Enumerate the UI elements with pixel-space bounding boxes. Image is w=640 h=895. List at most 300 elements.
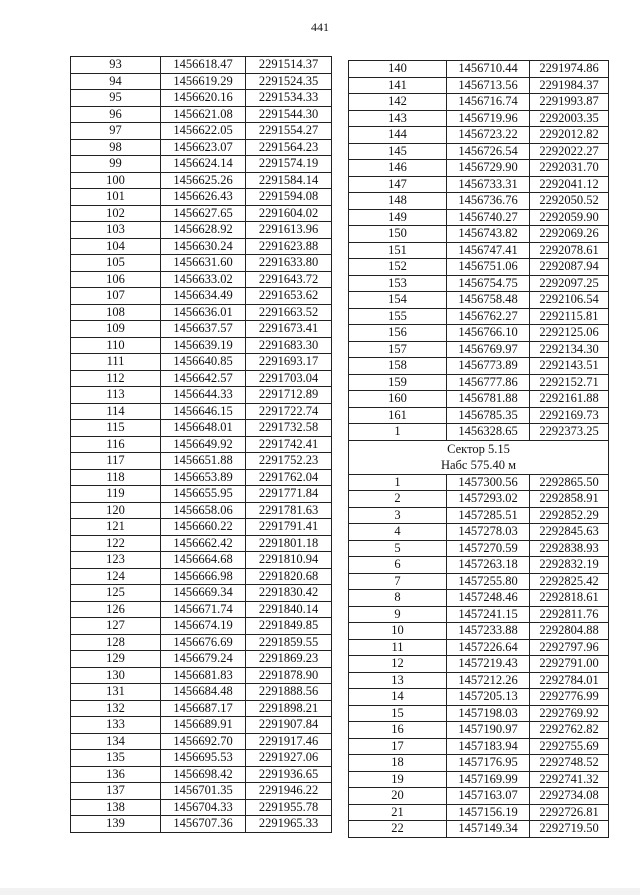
section-header-cell [349, 440, 609, 474]
table-row [71, 123, 332, 140]
y-coordinate-cell: 2292791.00 [530, 656, 609, 673]
point-number-cell: 128 [71, 634, 161, 651]
y-coordinate-cell: 2291907.84 [246, 717, 332, 734]
y-coordinate-cell: 2291544.30 [246, 106, 332, 123]
table-row [71, 568, 332, 585]
y-coordinate-cell: 2291859.55 [246, 634, 332, 651]
y-coordinate-cell: 2291752.23 [246, 453, 332, 470]
point-number-cell: 95 [71, 90, 161, 107]
table-row [71, 601, 332, 618]
x-coordinate-cell: 1456707.36 [161, 816, 246, 833]
table-row [349, 491, 609, 508]
y-coordinate-cell: 2292838.93 [530, 540, 609, 557]
table-row [349, 524, 609, 541]
x-coordinate-cell: 1456671.74 [161, 601, 246, 618]
table-row [349, 639, 609, 656]
y-coordinate-cell: 2291946.22 [246, 783, 332, 800]
x-coordinate-cell: 1456634.49 [161, 288, 246, 305]
table-row [71, 172, 332, 189]
point-number-cell: 158 [349, 358, 447, 375]
y-coordinate-cell: 2292755.69 [530, 738, 609, 755]
y-coordinate-cell: 2291742.41 [246, 436, 332, 453]
table-row [349, 275, 609, 292]
x-coordinate-cell: 1456328.65 [447, 424, 530, 441]
point-number-cell: 6 [349, 557, 447, 574]
x-coordinate-cell: 1456785.35 [447, 407, 530, 424]
point-number-cell: 144 [349, 127, 447, 144]
x-coordinate-cell: 1457300.56 [447, 474, 530, 491]
table-row [71, 469, 332, 486]
y-coordinate-cell: 2292003.35 [530, 110, 609, 127]
point-number-cell: 101 [71, 189, 161, 206]
x-coordinate-cell: 1457190.97 [447, 722, 530, 739]
table-row [349, 127, 609, 144]
y-coordinate-cell: 2291927.06 [246, 750, 332, 767]
x-coordinate-cell: 1456640.85 [161, 354, 246, 371]
y-coordinate-cell: 2292719.50 [530, 821, 609, 838]
y-coordinate-cell: 2291878.90 [246, 667, 332, 684]
table-row [71, 403, 332, 420]
point-number-cell: 138 [71, 799, 161, 816]
point-number-cell: 104 [71, 238, 161, 255]
point-number-cell: 139 [71, 816, 161, 833]
point-number-cell: 16 [349, 722, 447, 739]
point-number-cell: 113 [71, 387, 161, 404]
y-coordinate-cell: 2292041.12 [530, 176, 609, 193]
x-coordinate-cell: 1457255.80 [447, 573, 530, 590]
x-coordinate-cell: 1456736.76 [447, 193, 530, 210]
point-number-cell: 5 [349, 540, 447, 557]
y-coordinate-cell: 2292804.88 [530, 623, 609, 640]
table-row [71, 387, 332, 404]
point-number-cell: 122 [71, 535, 161, 552]
point-number-cell: 20 [349, 788, 447, 805]
x-coordinate-cell: 1456704.33 [161, 799, 246, 816]
point-number-cell: 112 [71, 370, 161, 387]
coordinates-table-left [70, 56, 332, 833]
section-title: Сектор 5.15 [447, 441, 510, 456]
x-coordinate-cell: 1456689.91 [161, 717, 246, 734]
y-coordinate-cell: 2291840.14 [246, 601, 332, 618]
table-row [349, 606, 609, 623]
point-number-cell: 118 [71, 469, 161, 486]
point-number-cell: 155 [349, 308, 447, 325]
x-coordinate-cell: 1456684.48 [161, 684, 246, 701]
table-row [71, 766, 332, 783]
x-coordinate-cell: 1456777.86 [447, 374, 530, 391]
y-coordinate-cell: 2292078.61 [530, 242, 609, 259]
point-number-cell: 97 [71, 123, 161, 140]
table-row [71, 222, 332, 239]
point-number-cell: 129 [71, 651, 161, 668]
y-coordinate-cell: 2292152.71 [530, 374, 609, 391]
point-number-cell: 149 [349, 209, 447, 226]
y-coordinate-cell: 2291974.86 [530, 61, 609, 78]
y-coordinate-cell: 2292748.52 [530, 755, 609, 772]
point-number-cell: 3 [349, 507, 447, 524]
x-coordinate-cell: 1456723.22 [447, 127, 530, 144]
y-coordinate-cell: 2291869.23 [246, 651, 332, 668]
table-row [349, 292, 609, 309]
y-coordinate-cell: 2292087.94 [530, 259, 609, 276]
x-coordinate-cell: 1457183.94 [447, 738, 530, 755]
point-number-cell: 148 [349, 193, 447, 210]
point-number-cell: 10 [349, 623, 447, 640]
x-coordinate-cell: 1456729.90 [447, 160, 530, 177]
x-coordinate-cell: 1456618.47 [161, 57, 246, 74]
x-coordinate-cell: 1457226.64 [447, 639, 530, 656]
x-coordinate-cell: 1456637.57 [161, 321, 246, 338]
table-row [349, 821, 609, 838]
y-coordinate-cell: 2291604.02 [246, 205, 332, 222]
table-row [71, 370, 332, 387]
y-coordinate-cell: 2291917.46 [246, 733, 332, 750]
x-coordinate-cell: 1456681.83 [161, 667, 246, 684]
x-coordinate-cell: 1456692.70 [161, 733, 246, 750]
x-coordinate-cell: 1456623.07 [161, 139, 246, 156]
point-number-cell: 102 [71, 205, 161, 222]
y-coordinate-cell: 2292012.82 [530, 127, 609, 144]
y-coordinate-cell: 2292832.19 [530, 557, 609, 574]
x-coordinate-cell: 1456658.06 [161, 502, 246, 519]
y-coordinate-cell: 2291771.84 [246, 486, 332, 503]
y-coordinate-cell: 2292050.52 [530, 193, 609, 210]
table-row [349, 738, 609, 755]
x-coordinate-cell: 1456781.88 [447, 391, 530, 408]
point-number-cell: 135 [71, 750, 161, 767]
y-coordinate-cell: 2292818.61 [530, 590, 609, 607]
table-row [349, 94, 609, 111]
y-coordinate-cell: 2292845.63 [530, 524, 609, 541]
y-coordinate-cell: 2292059.90 [530, 209, 609, 226]
x-coordinate-cell: 1457233.88 [447, 623, 530, 640]
point-number-cell: 98 [71, 139, 161, 156]
x-coordinate-cell: 1456626.43 [161, 189, 246, 206]
point-number-cell: 21 [349, 804, 447, 821]
y-coordinate-cell: 2292022.27 [530, 143, 609, 160]
section-header-body [349, 440, 609, 474]
point-number-cell: 11 [349, 639, 447, 656]
y-coordinate-cell: 2291613.96 [246, 222, 332, 239]
table-row [349, 656, 609, 673]
x-coordinate-cell: 1456630.24 [161, 238, 246, 255]
table-row [349, 193, 609, 210]
table-row [71, 816, 332, 833]
table-row [349, 325, 609, 342]
point-number-cell: 151 [349, 242, 447, 259]
x-coordinate-cell: 1456619.29 [161, 73, 246, 90]
x-coordinate-cell: 1457176.95 [447, 755, 530, 772]
x-coordinate-cell: 1457149.34 [447, 821, 530, 838]
y-coordinate-cell: 2291849.85 [246, 618, 332, 635]
x-coordinate-cell: 1456662.42 [161, 535, 246, 552]
point-number-cell: 141 [349, 77, 447, 94]
y-coordinate-cell: 2291801.18 [246, 535, 332, 552]
point-number-cell: 100 [71, 172, 161, 189]
x-coordinate-cell: 1456769.97 [447, 341, 530, 358]
table-row [349, 722, 609, 739]
y-coordinate-cell: 2292741.32 [530, 771, 609, 788]
point-number-cell: 152 [349, 259, 447, 276]
point-number-cell: 116 [71, 436, 161, 453]
y-coordinate-cell: 2292069.26 [530, 226, 609, 243]
table-row [71, 73, 332, 90]
table-row [71, 552, 332, 569]
table-row [71, 205, 332, 222]
y-coordinate-cell: 2291554.27 [246, 123, 332, 140]
x-coordinate-cell: 1456695.53 [161, 750, 246, 767]
table-row [71, 486, 332, 503]
x-coordinate-cell: 1456636.01 [161, 304, 246, 321]
table-row [71, 106, 332, 123]
x-coordinate-cell: 1456664.68 [161, 552, 246, 569]
x-coordinate-cell: 1456648.01 [161, 420, 246, 437]
x-coordinate-cell: 1456773.89 [447, 358, 530, 375]
y-coordinate-cell: 2292811.76 [530, 606, 609, 623]
x-coordinate-cell: 1457263.18 [447, 557, 530, 574]
table-row [349, 143, 609, 160]
point-number-cell: 15 [349, 705, 447, 722]
y-coordinate-cell: 2291898.21 [246, 700, 332, 717]
table-row [71, 453, 332, 470]
point-number-cell: 120 [71, 502, 161, 519]
point-number-cell: 115 [71, 420, 161, 437]
y-coordinate-cell: 2292776.99 [530, 689, 609, 706]
x-coordinate-cell: 1457205.13 [447, 689, 530, 706]
x-coordinate-cell: 1456698.42 [161, 766, 246, 783]
point-number-cell: 140 [349, 61, 447, 78]
y-coordinate-cell: 2292373.25 [530, 424, 609, 441]
point-number-cell: 150 [349, 226, 447, 243]
y-coordinate-cell: 2291993.87 [530, 94, 609, 111]
point-number-cell: 154 [349, 292, 447, 309]
point-number-cell: 8 [349, 590, 447, 607]
x-coordinate-cell: 1456666.98 [161, 568, 246, 585]
x-coordinate-cell: 1457270.59 [447, 540, 530, 557]
table-row [71, 321, 332, 338]
point-number-cell: 107 [71, 288, 161, 305]
y-coordinate-cell: 2292143.51 [530, 358, 609, 375]
table-row [71, 502, 332, 519]
table-row [71, 90, 332, 107]
table-row [349, 176, 609, 193]
table-row [349, 804, 609, 821]
table-row [71, 733, 332, 750]
x-coordinate-cell: 1457293.02 [447, 491, 530, 508]
x-coordinate-cell: 1457219.43 [447, 656, 530, 673]
y-coordinate-cell: 2291732.58 [246, 420, 332, 437]
point-number-cell: 103 [71, 222, 161, 239]
table-row [71, 618, 332, 635]
x-coordinate-cell: 1457198.03 [447, 705, 530, 722]
y-coordinate-cell: 2291693.17 [246, 354, 332, 371]
x-coordinate-cell: 1456740.27 [447, 209, 530, 226]
table-row [349, 308, 609, 325]
point-number-cell: 19 [349, 771, 447, 788]
point-number-cell: 126 [71, 601, 161, 618]
y-coordinate-cell: 2291781.63 [246, 502, 332, 519]
point-number-cell: 18 [349, 755, 447, 772]
table-row [71, 57, 332, 74]
table-row [71, 585, 332, 602]
point-number-cell: 134 [71, 733, 161, 750]
point-number-cell: 161 [349, 407, 447, 424]
point-number-cell: 123 [71, 552, 161, 569]
table-row [71, 436, 332, 453]
x-coordinate-cell: 1456628.92 [161, 222, 246, 239]
table-row [71, 139, 332, 156]
point-number-cell: 125 [71, 585, 161, 602]
x-coordinate-cell: 1457248.46 [447, 590, 530, 607]
point-number-cell: 160 [349, 391, 447, 408]
table-row [349, 623, 609, 640]
x-coordinate-cell: 1456646.15 [161, 403, 246, 420]
x-coordinate-cell: 1457169.99 [447, 771, 530, 788]
table-row [349, 424, 609, 441]
point-number-cell: 121 [71, 519, 161, 536]
x-coordinate-cell: 1457278.03 [447, 524, 530, 541]
y-coordinate-cell: 2291524.35 [246, 73, 332, 90]
coordinates-table-right [348, 60, 609, 838]
y-coordinate-cell: 2292769.92 [530, 705, 609, 722]
y-coordinate-cell: 2292726.81 [530, 804, 609, 821]
x-coordinate-cell: 1456651.88 [161, 453, 246, 470]
point-number-cell: 137 [71, 783, 161, 800]
x-coordinate-cell: 1456743.82 [447, 226, 530, 243]
table-row [349, 77, 609, 94]
table-row [71, 189, 332, 206]
point-number-cell: 17 [349, 738, 447, 755]
x-coordinate-cell: 1456710.44 [447, 61, 530, 78]
table-row [349, 788, 609, 805]
table-row [349, 705, 609, 722]
y-coordinate-cell: 2292097.25 [530, 275, 609, 292]
point-number-cell: 114 [71, 403, 161, 420]
x-coordinate-cell: 1456701.35 [161, 783, 246, 800]
y-coordinate-cell: 2291703.04 [246, 370, 332, 387]
table-row [71, 304, 332, 321]
point-number-cell: 131 [71, 684, 161, 701]
x-coordinate-cell: 1456642.57 [161, 370, 246, 387]
section-subtitle: Набс 575.40 м [440, 458, 517, 472]
point-number-cell: 109 [71, 321, 161, 338]
point-number-cell: 93 [71, 57, 161, 74]
y-coordinate-cell: 2291955.78 [246, 799, 332, 816]
table-row [349, 573, 609, 590]
table-row [71, 799, 332, 816]
x-coordinate-cell: 1456625.26 [161, 172, 246, 189]
table-row [349, 474, 609, 491]
x-coordinate-cell: 1456754.75 [447, 275, 530, 292]
y-coordinate-cell: 2292161.88 [530, 391, 609, 408]
x-coordinate-cell: 1456633.02 [161, 271, 246, 288]
scan-bottom-edge [0, 888, 640, 895]
table-row [349, 160, 609, 177]
table-row [71, 288, 332, 305]
x-coordinate-cell: 1456758.48 [447, 292, 530, 309]
x-coordinate-cell: 1456726.54 [447, 143, 530, 160]
x-coordinate-cell: 1456669.34 [161, 585, 246, 602]
y-coordinate-cell: 2292784.01 [530, 672, 609, 689]
y-coordinate-cell: 2291594.08 [246, 189, 332, 206]
table-row [349, 755, 609, 772]
y-coordinate-cell: 2291683.30 [246, 337, 332, 354]
y-coordinate-cell: 2292858.91 [530, 491, 609, 508]
table-row [349, 259, 609, 276]
x-coordinate-cell: 1456631.60 [161, 255, 246, 272]
y-coordinate-cell: 2291663.52 [246, 304, 332, 321]
point-number-cell: 159 [349, 374, 447, 391]
table-row [349, 226, 609, 243]
table-row [71, 156, 332, 173]
y-coordinate-cell: 2291722.74 [246, 403, 332, 420]
y-coordinate-cell: 2292115.81 [530, 308, 609, 325]
y-coordinate-cell: 2291574.19 [246, 156, 332, 173]
point-number-cell: 13 [349, 672, 447, 689]
page-number: 441 [311, 20, 329, 34]
table-row [349, 242, 609, 259]
x-coordinate-cell: 1456655.95 [161, 486, 246, 503]
point-number-cell: 9 [349, 606, 447, 623]
table-row [71, 700, 332, 717]
y-coordinate-cell: 2291643.72 [246, 271, 332, 288]
y-coordinate-cell: 2291791.41 [246, 519, 332, 536]
table-row [349, 110, 609, 127]
x-coordinate-cell: 1456687.17 [161, 700, 246, 717]
point-number-cell: 146 [349, 160, 447, 177]
y-coordinate-cell: 2291936.65 [246, 766, 332, 783]
y-coordinate-cell: 2291653.62 [246, 288, 332, 305]
table-row [71, 337, 332, 354]
y-coordinate-cell: 2291673.41 [246, 321, 332, 338]
point-number-cell: 111 [71, 354, 161, 371]
point-number-cell: 145 [349, 143, 447, 160]
table-row [349, 540, 609, 557]
table-row [71, 535, 332, 552]
table-row [71, 420, 332, 437]
point-number-cell: 106 [71, 271, 161, 288]
x-coordinate-cell: 1456762.27 [447, 308, 530, 325]
x-coordinate-cell: 1456622.05 [161, 123, 246, 140]
x-coordinate-cell: 1456713.56 [447, 77, 530, 94]
coordinates-table-right-bottom-body [349, 474, 609, 837]
y-coordinate-cell: 2291820.68 [246, 568, 332, 585]
x-coordinate-cell: 1456733.31 [447, 176, 530, 193]
table-row [349, 407, 609, 424]
point-number-cell: 99 [71, 156, 161, 173]
table-row [349, 358, 609, 375]
y-coordinate-cell: 2292797.96 [530, 639, 609, 656]
table-row [349, 557, 609, 574]
y-coordinate-cell: 2291514.37 [246, 57, 332, 74]
table-row [71, 684, 332, 701]
x-coordinate-cell: 1456621.08 [161, 106, 246, 123]
point-number-cell: 1 [349, 474, 447, 491]
coordinates-table-left-body [71, 57, 332, 833]
point-number-cell: 127 [71, 618, 161, 635]
x-coordinate-cell: 1456719.96 [447, 110, 530, 127]
table-row [71, 667, 332, 684]
point-number-cell: 153 [349, 275, 447, 292]
x-coordinate-cell: 1456674.19 [161, 618, 246, 635]
table-row [71, 783, 332, 800]
point-number-cell: 96 [71, 106, 161, 123]
point-number-cell: 133 [71, 717, 161, 734]
point-number-cell: 108 [71, 304, 161, 321]
table-row [349, 391, 609, 408]
point-number-cell: 117 [71, 453, 161, 470]
point-number-cell: 157 [349, 341, 447, 358]
